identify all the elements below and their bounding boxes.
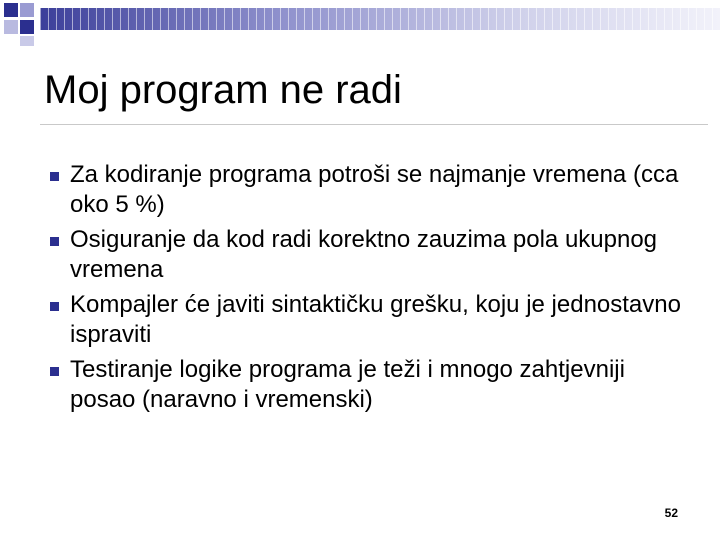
slide-title: Moj program ne radi	[44, 68, 402, 112]
square-bullet-icon	[50, 302, 59, 311]
decorative-square	[4, 20, 18, 34]
bullet-text: Testiranje logike programa je teži i mnogo zahtjevniji posao (naravno i vremenski)	[70, 356, 625, 413]
bullet-text: Kompajler će javiti sintaktičku grešku, koju je jednostavno ispraviti	[70, 291, 681, 348]
title-divider	[40, 124, 708, 125]
square-bullet-icon	[50, 237, 59, 246]
square-bullet-icon	[50, 367, 59, 376]
bullet-item	[42, 290, 682, 350]
bullet-item	[42, 355, 682, 415]
decorative-square	[4, 3, 18, 17]
bullet-item	[42, 225, 682, 285]
decorative-square	[20, 36, 34, 46]
header-bar-pattern	[40, 8, 720, 30]
decorative-square	[20, 20, 34, 34]
bullet-item	[42, 160, 682, 220]
bullet-text: Za kodiranje programa potroši se najmanje vremena (cca oko 5 %)	[70, 161, 679, 218]
decorative-square	[20, 3, 34, 17]
bullet-text: Osiguranje da kod radi korektno zauzima pola ukupnog vremena	[70, 226, 658, 283]
page-number: 52	[664, 506, 678, 520]
bullet-list	[42, 160, 682, 420]
square-bullet-icon	[50, 172, 59, 181]
